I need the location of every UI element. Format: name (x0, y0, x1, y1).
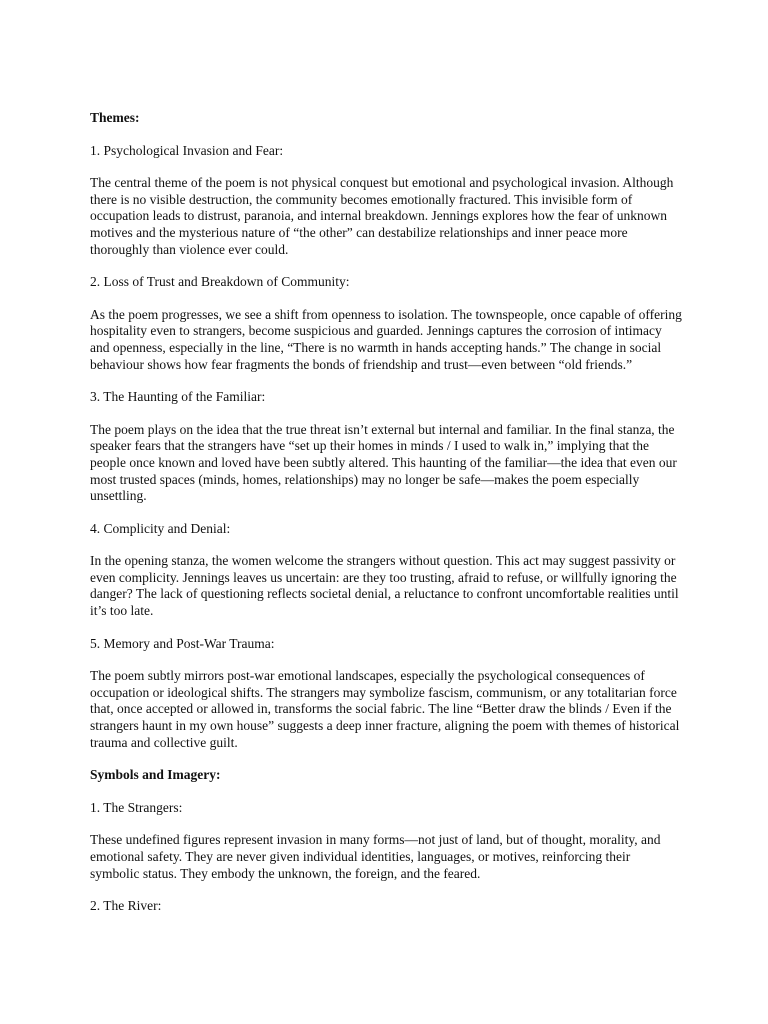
symbols-heading: Symbols and Imagery: (90, 767, 221, 783)
document-page (90, 110, 682, 931)
theme-5-body: The poem subtly mirrors post-war emotional landscapes, especially the psychological consequences of occupation or ideological shifts. The strangers may symbolize fascism, communism, or any totalitarian force that, once accepted or allowed in, transforms the social fabric. The line “Better draw the blinds / Even if the strangers haunt in my own house” suggests a deep inner fracture, aligning the poem with themes of historical trauma and collective guilt. (90, 668, 680, 750)
theme-2-title: 2. Loss of Trust and Breakdown of Community: (90, 274, 350, 290)
theme-4-title: 4. Complicity and Denial: (90, 520, 231, 536)
theme-3-body: The poem plays on the idea that the true threat isn’t external but internal and familiar. In the final stanza, the speaker fears that the strangers have “set up their homes in minds / I used to walk in,” implying that the people once known and loved have been subtly altered. This haunting of the familiar—the idea that even our most trusted spaces (minds, homes, relationships) may no longer be safe—makes the poem especially unsettling. (90, 421, 677, 504)
theme-5-title: 5. Memory and Post-War Trauma: (90, 635, 275, 651)
symbol-1-body: These undefined figures represent invasion in many forms—not just of land, but of thought, morality, and emotional safety. They are never given individual identities, languages, or motives, reinforcing their symbolic status. They embody the unknown, the foreign, and the feared. (90, 832, 661, 881)
theme-1-body: The central theme of the poem is not physical conquest but emotional and psychological invasion. Although there is no visible destruction, the community becomes emotionally fractured. This invisible form of occupation leads to distrust, paranoia, and internal breakdown. Jennings explores how the fear of unknown motives and the mysterious nature of “the other” can destabilize relationships and inner peace more thoroughly than violence ever could. (90, 175, 674, 257)
theme-3-title: 3. The Haunting of the Familiar: (90, 389, 266, 405)
theme-2-body: As the poem progresses, we see a shift from openness to isolation. The townspeople, once capable of offering hospitality even to strangers, become suspicious and guarded. Jennings captures the corrosion of intimacy and openness, especially in the line, “There is no warmth in hands accepting hands.” The change in social behaviour shows how fear fragments the bonds of friendship and trust—even between “old friends.” (90, 306, 682, 372)
theme-4-body: In the opening stanza, the women welcome the strangers without question. This act may suggest passivity or even complicity. Jennings leaves us uncertain: are they too trusting, afraid to refuse, or willfully ignoring the danger? The lack of questioning reflects societal denial, a reluctance to confront uncomfortable realities until it’s too late. (90, 553, 679, 619)
theme-1-title: 1. Psychological Invasion and Fear: (90, 142, 284, 158)
themes-heading: Themes: (90, 110, 140, 125)
symbol-2-title: 2. The River: (90, 898, 162, 914)
symbol-1-title: 1. The Strangers: (90, 799, 183, 815)
